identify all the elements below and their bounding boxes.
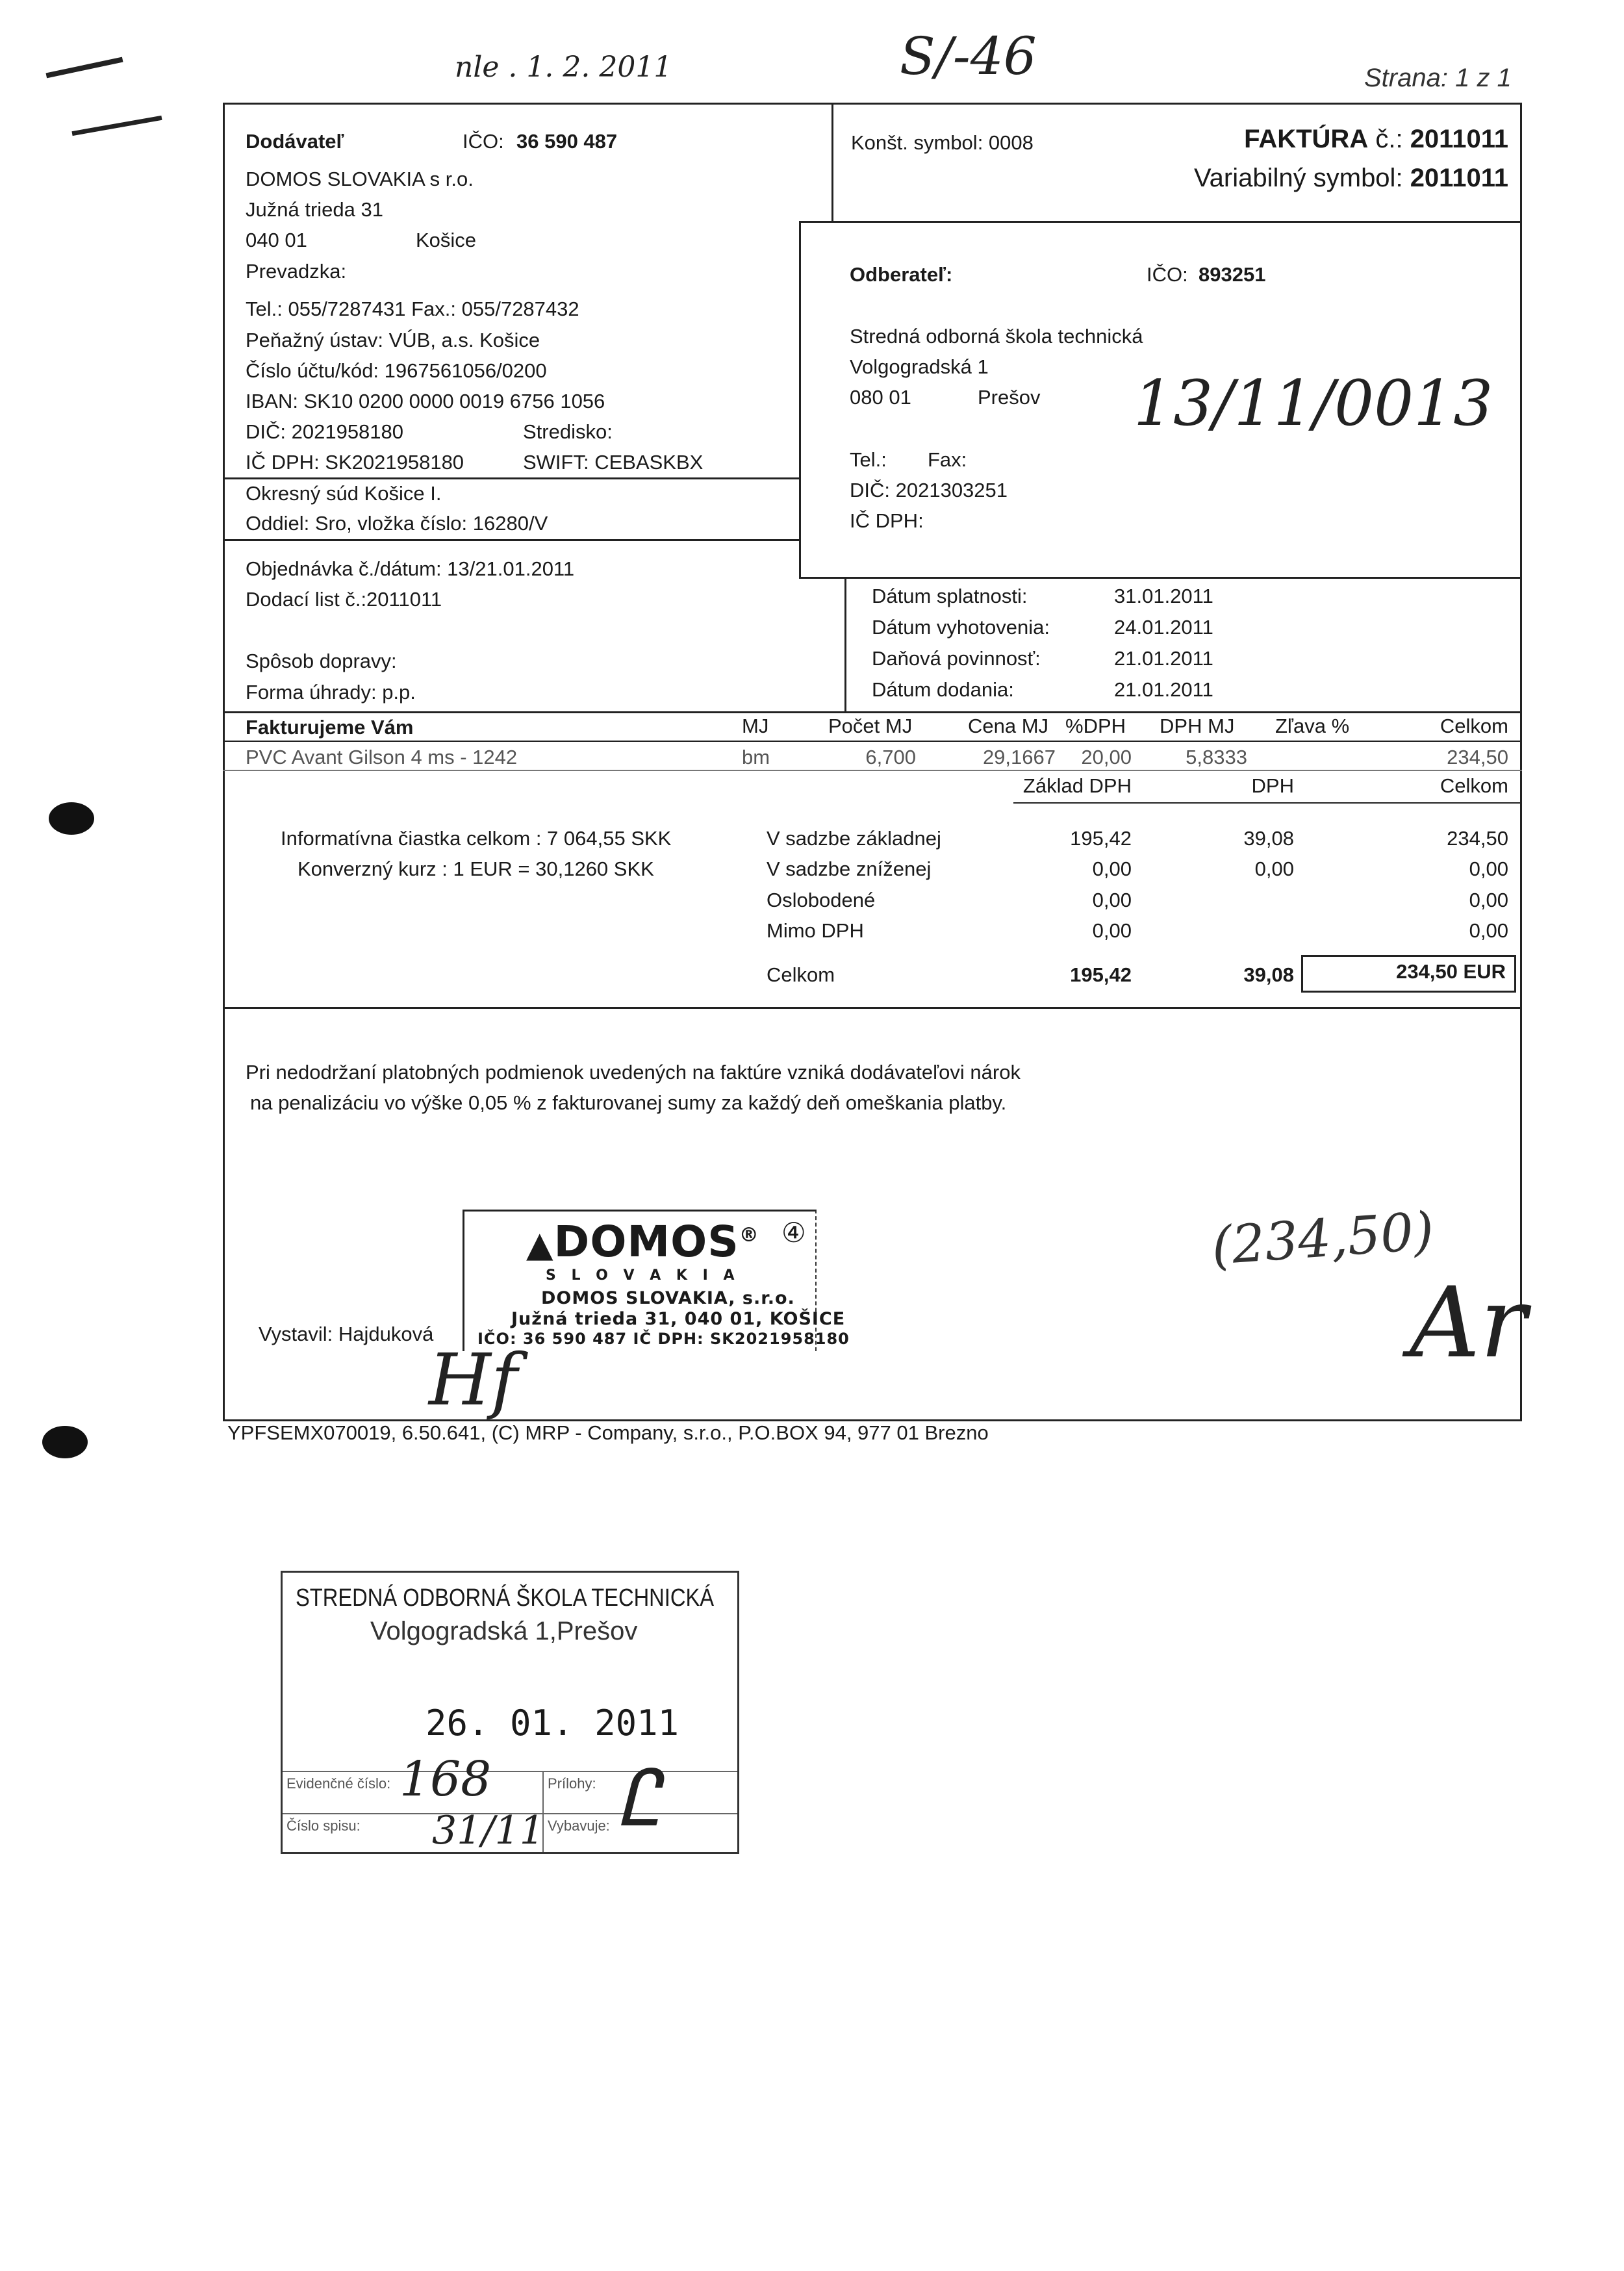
- divider-supplier-court: [223, 477, 799, 479]
- order-uhrada: Forma úhrady: p.p.: [246, 681, 416, 704]
- reg-stamp-date: 26. 01. 2011: [425, 1703, 679, 1744]
- frame-top: [223, 103, 1522, 105]
- items-header-pocet: Počet MJ: [828, 715, 913, 737]
- handwritten-registration: 13/11/0013: [1134, 367, 1493, 440]
- scan-mark: [45, 57, 123, 79]
- invoice-c-label: č.:: [1375, 125, 1403, 153]
- summary-zaklad-0: 195,42: [1070, 827, 1132, 850]
- stamp-logo: DOMOS: [553, 1217, 739, 1267]
- supplier-name: DOMOS SLOVAKIA s r.o.: [246, 168, 474, 190]
- reg-stamp-spis-number: 31/11: [432, 1808, 544, 1853]
- item-dph-pct: 20,00: [1081, 746, 1132, 768]
- summary-dph-0: 39,08: [1243, 827, 1294, 850]
- page-number: Strana: 1 z 1: [1364, 64, 1512, 92]
- summary-dph-1: 0,00: [1254, 857, 1294, 880]
- summary-label-1: V sadzbe zníženej: [767, 857, 932, 880]
- customer-zip: 080 01: [850, 386, 911, 409]
- reg-stamp-evid-label: Evidenčné číslo:: [286, 1775, 391, 1792]
- frame-left: [223, 103, 225, 1421]
- date-value-0: 31.01.2011: [1114, 585, 1213, 607]
- invoice-number: 2011011: [1410, 125, 1508, 153]
- supplier-city: Košice: [416, 229, 477, 251]
- total-dph: 39,08: [1243, 963, 1294, 986]
- supplier-court: Okresný súd Košice I.: [246, 482, 442, 505]
- summary-zaklad-2: 0,00: [1092, 889, 1132, 911]
- handwritten-code: S/-46: [900, 26, 1037, 86]
- frame-right: [1520, 103, 1522, 1421]
- reg-stamp-divider: [283, 1771, 737, 1772]
- customer-city: Prešov: [978, 386, 1041, 409]
- supplier-dic: DIČ: 2021958180: [246, 420, 404, 443]
- punch-hole: [49, 802, 94, 835]
- date-value-2: 21.01.2011: [1114, 647, 1213, 670]
- customer-ico: 893251: [1199, 263, 1266, 286]
- date-value-1: 24.01.2011: [1114, 616, 1213, 639]
- stamp-sub: S L O V A K I A: [546, 1267, 740, 1284]
- item-dph-mj: 5,8333: [1186, 746, 1247, 768]
- customer-icdph: IČ DPH:: [850, 509, 924, 532]
- signature-vystavil: Hf: [429, 1338, 518, 1421]
- footer: YPFSEMX070019, 6.50.641, (C) MRP - Company, s.r.o., P.O.BOX 94, 977 01 Brezno: [227, 1421, 989, 1444]
- stamp-num: ④: [781, 1217, 806, 1248]
- supplier-account: Číslo účtu/kód: 1967561056/0200: [246, 359, 547, 382]
- customer-dic: DIČ: 2021303251: [850, 479, 1008, 501]
- supplier-prevadzka: Prevadzka:: [246, 260, 347, 283]
- punch-hole: [42, 1426, 88, 1458]
- items-header-celkom: Celkom: [1440, 715, 1508, 737]
- penalty-note-line2: na penalizáciu vo výške 0,05 % z fakturovanej sumy za každý deň omeškania platby.: [250, 1091, 1007, 1114]
- supplier-street: Južná trieda 31: [246, 198, 383, 221]
- company-stamp: [463, 1210, 850, 1351]
- items-header-dph-pct: %DPH: [1065, 715, 1126, 737]
- customer-name: Stredná odborná škola technická: [850, 325, 1143, 348]
- stamp-logo-icon: ▲: [526, 1224, 554, 1265]
- invoice-title: [1244, 125, 1508, 154]
- item-desc: PVC Avant Gilson 4 ms - 1242: [246, 746, 518, 768]
- summary-celkom-2: 0,00: [1469, 889, 1508, 911]
- date-label-2: Daňová povinnosť:: [872, 647, 1041, 670]
- supplier-tel-fax: Tel.: 055/7287431 Fax.: 055/7287432: [246, 298, 579, 320]
- variable-symbol: [1194, 164, 1508, 193]
- stamp-reg: ®: [739, 1224, 759, 1247]
- summary-label-0: V sadzbe základnej: [767, 827, 941, 850]
- reg-stamp-spis-label: Číslo spisu:: [286, 1818, 361, 1834]
- konst-symbol: Konšt. symbol: 0008: [851, 131, 1034, 154]
- reg-stamp-line2: Volgogradská 1,Prešov: [370, 1617, 638, 1645]
- item-row-line: [223, 770, 1522, 771]
- supplier-swift: SWIFT: CEBASKBX: [523, 451, 704, 474]
- items-header-desc: Fakturujeme Vám: [246, 716, 414, 739]
- supplier-ico-label: IČO:: [463, 130, 504, 153]
- invoice-title-label: FAKTÚRA: [1244, 125, 1369, 153]
- summary-celkom-1: 0,00: [1469, 857, 1508, 880]
- customer-box-left: [799, 221, 801, 578]
- date-label-3: Dátum dodania:: [872, 678, 1014, 701]
- divider-supplier-order: [223, 539, 799, 541]
- summary-bottom-line: [223, 1007, 1522, 1009]
- divider-supplier-invoice: [831, 103, 833, 223]
- reg-stamp-vybavuje-label: Vybavuje:: [548, 1818, 610, 1834]
- variable-symbol-value: 2011011: [1410, 164, 1508, 192]
- total-label: Celkom: [767, 963, 835, 986]
- summary-celkom-0: 234,50: [1447, 827, 1508, 850]
- customer-ico-label: IČO:: [1147, 263, 1188, 286]
- reg-stamp-prilohy-label: Prílohy:: [548, 1775, 596, 1792]
- order-objednavka: Objednávka č./dátum: 13/21.01.2011: [246, 557, 575, 580]
- item-celkom: 234,50: [1447, 746, 1508, 768]
- supplier-icdph: IČ DPH: SK2021958180: [246, 451, 464, 474]
- stamp-name: DOMOS SLOVAKIA, s.r.o.: [541, 1288, 795, 1308]
- supplier-ico: 36 590 487: [516, 130, 618, 153]
- vystavil: Vystavil: Hajduková: [259, 1323, 434, 1345]
- scan-mark: [71, 116, 162, 136]
- supplier-zip: 040 01: [246, 229, 307, 251]
- order-dodaci: Dodací list č.:2011011: [246, 588, 442, 611]
- summary-header-celkom: Celkom: [1440, 774, 1508, 797]
- customer-tel: Tel.:: [850, 448, 887, 471]
- summary-header-dph: DPH: [1251, 774, 1294, 797]
- total-amount: 234,50 EUR: [1396, 960, 1506, 983]
- summary-header-line: [1013, 802, 1522, 804]
- reg-stamp-number: 168: [400, 1751, 492, 1807]
- registry-signature: Ꮭ: [617, 1754, 661, 1844]
- customer-box-bottom: [799, 577, 1522, 579]
- total-zaklad: 195,42: [1070, 963, 1132, 986]
- summary-zaklad-1: 0,00: [1092, 857, 1132, 880]
- item-cena: 29,1667: [982, 746, 1056, 768]
- item-pocet: 6,700: [865, 746, 916, 768]
- date-value-3: 21.01.2011: [1114, 678, 1213, 701]
- handwritten-date: nle . 1. 2. 2011: [455, 51, 672, 84]
- items-header-mj: MJ: [742, 715, 769, 737]
- reg-stamp-line1: STREDNÁ ODBORNÁ ŠKOLA TECHNICKÁ: [296, 1584, 715, 1612]
- stamp-address: Južná trieda 31, 040 01, KOŠICE: [511, 1309, 846, 1329]
- summary-zaklad-3: 0,00: [1092, 919, 1132, 942]
- order-doprava: Spôsob dopravy:: [246, 650, 397, 672]
- date-label-0: Dátum splatnosti:: [872, 585, 1028, 607]
- supplier-iban: IBAN: SK10 0200 0000 0019 6756 1056: [246, 390, 605, 412]
- customer-fax: Fax:: [928, 448, 967, 471]
- variable-symbol-label: Variabilný symbol:: [1193, 164, 1403, 192]
- penalty-note-line1: Pri nedodržaní platobných podmienok uvedených na faktúre vzniká dodávateľovi nárok: [246, 1061, 1021, 1084]
- customer-label: Odberateľ:: [850, 263, 953, 286]
- items-top-line: [223, 711, 1522, 713]
- date-label-1: Dátum vyhotovenia:: [872, 616, 1050, 639]
- info-amount: Informatívna čiastka celkom : 7 064,55 SKK: [281, 827, 672, 850]
- supplier-bank: Peňažný ústav: VÚB, a.s. Košice: [246, 329, 540, 351]
- summary-header-zaklad: Základ DPH: [1022, 774, 1132, 797]
- supplier-section: Oddiel: Sro, vložka číslo: 16280/V: [246, 512, 548, 535]
- items-header-line: [223, 741, 1522, 742]
- stamp-ids: IČO: 36 590 487 IČ DPH: SK2021958180: [477, 1330, 850, 1348]
- registry-stamp: [281, 1571, 739, 1854]
- summary-label-3: Mimo DPH: [767, 919, 864, 942]
- stamp-logo-row: [526, 1217, 759, 1267]
- items-header-cena: Cena MJ: [968, 715, 1049, 737]
- handwritten-amount: (234,50): [1210, 1200, 1436, 1276]
- supplier-stredisko: Stredisko:: [523, 420, 613, 443]
- divider-invoice-bottom: [799, 221, 1522, 223]
- supplier-label: Dodávateľ: [246, 130, 344, 153]
- summary-celkom-3: 0,00: [1469, 919, 1508, 942]
- item-mj: bm: [742, 746, 770, 768]
- info-rate: Konverzný kurz : 1 EUR = 30,1260 SKK: [298, 857, 654, 880]
- dates-box-left: [844, 577, 846, 713]
- items-header-zlava: Zľava %: [1275, 715, 1350, 737]
- signature-right: Ar: [1410, 1267, 1527, 1380]
- customer-street: Volgogradská 1: [850, 355, 989, 378]
- summary-label-2: Oslobodené: [767, 889, 876, 911]
- items-header-dph-mj: DPH MJ: [1160, 715, 1235, 737]
